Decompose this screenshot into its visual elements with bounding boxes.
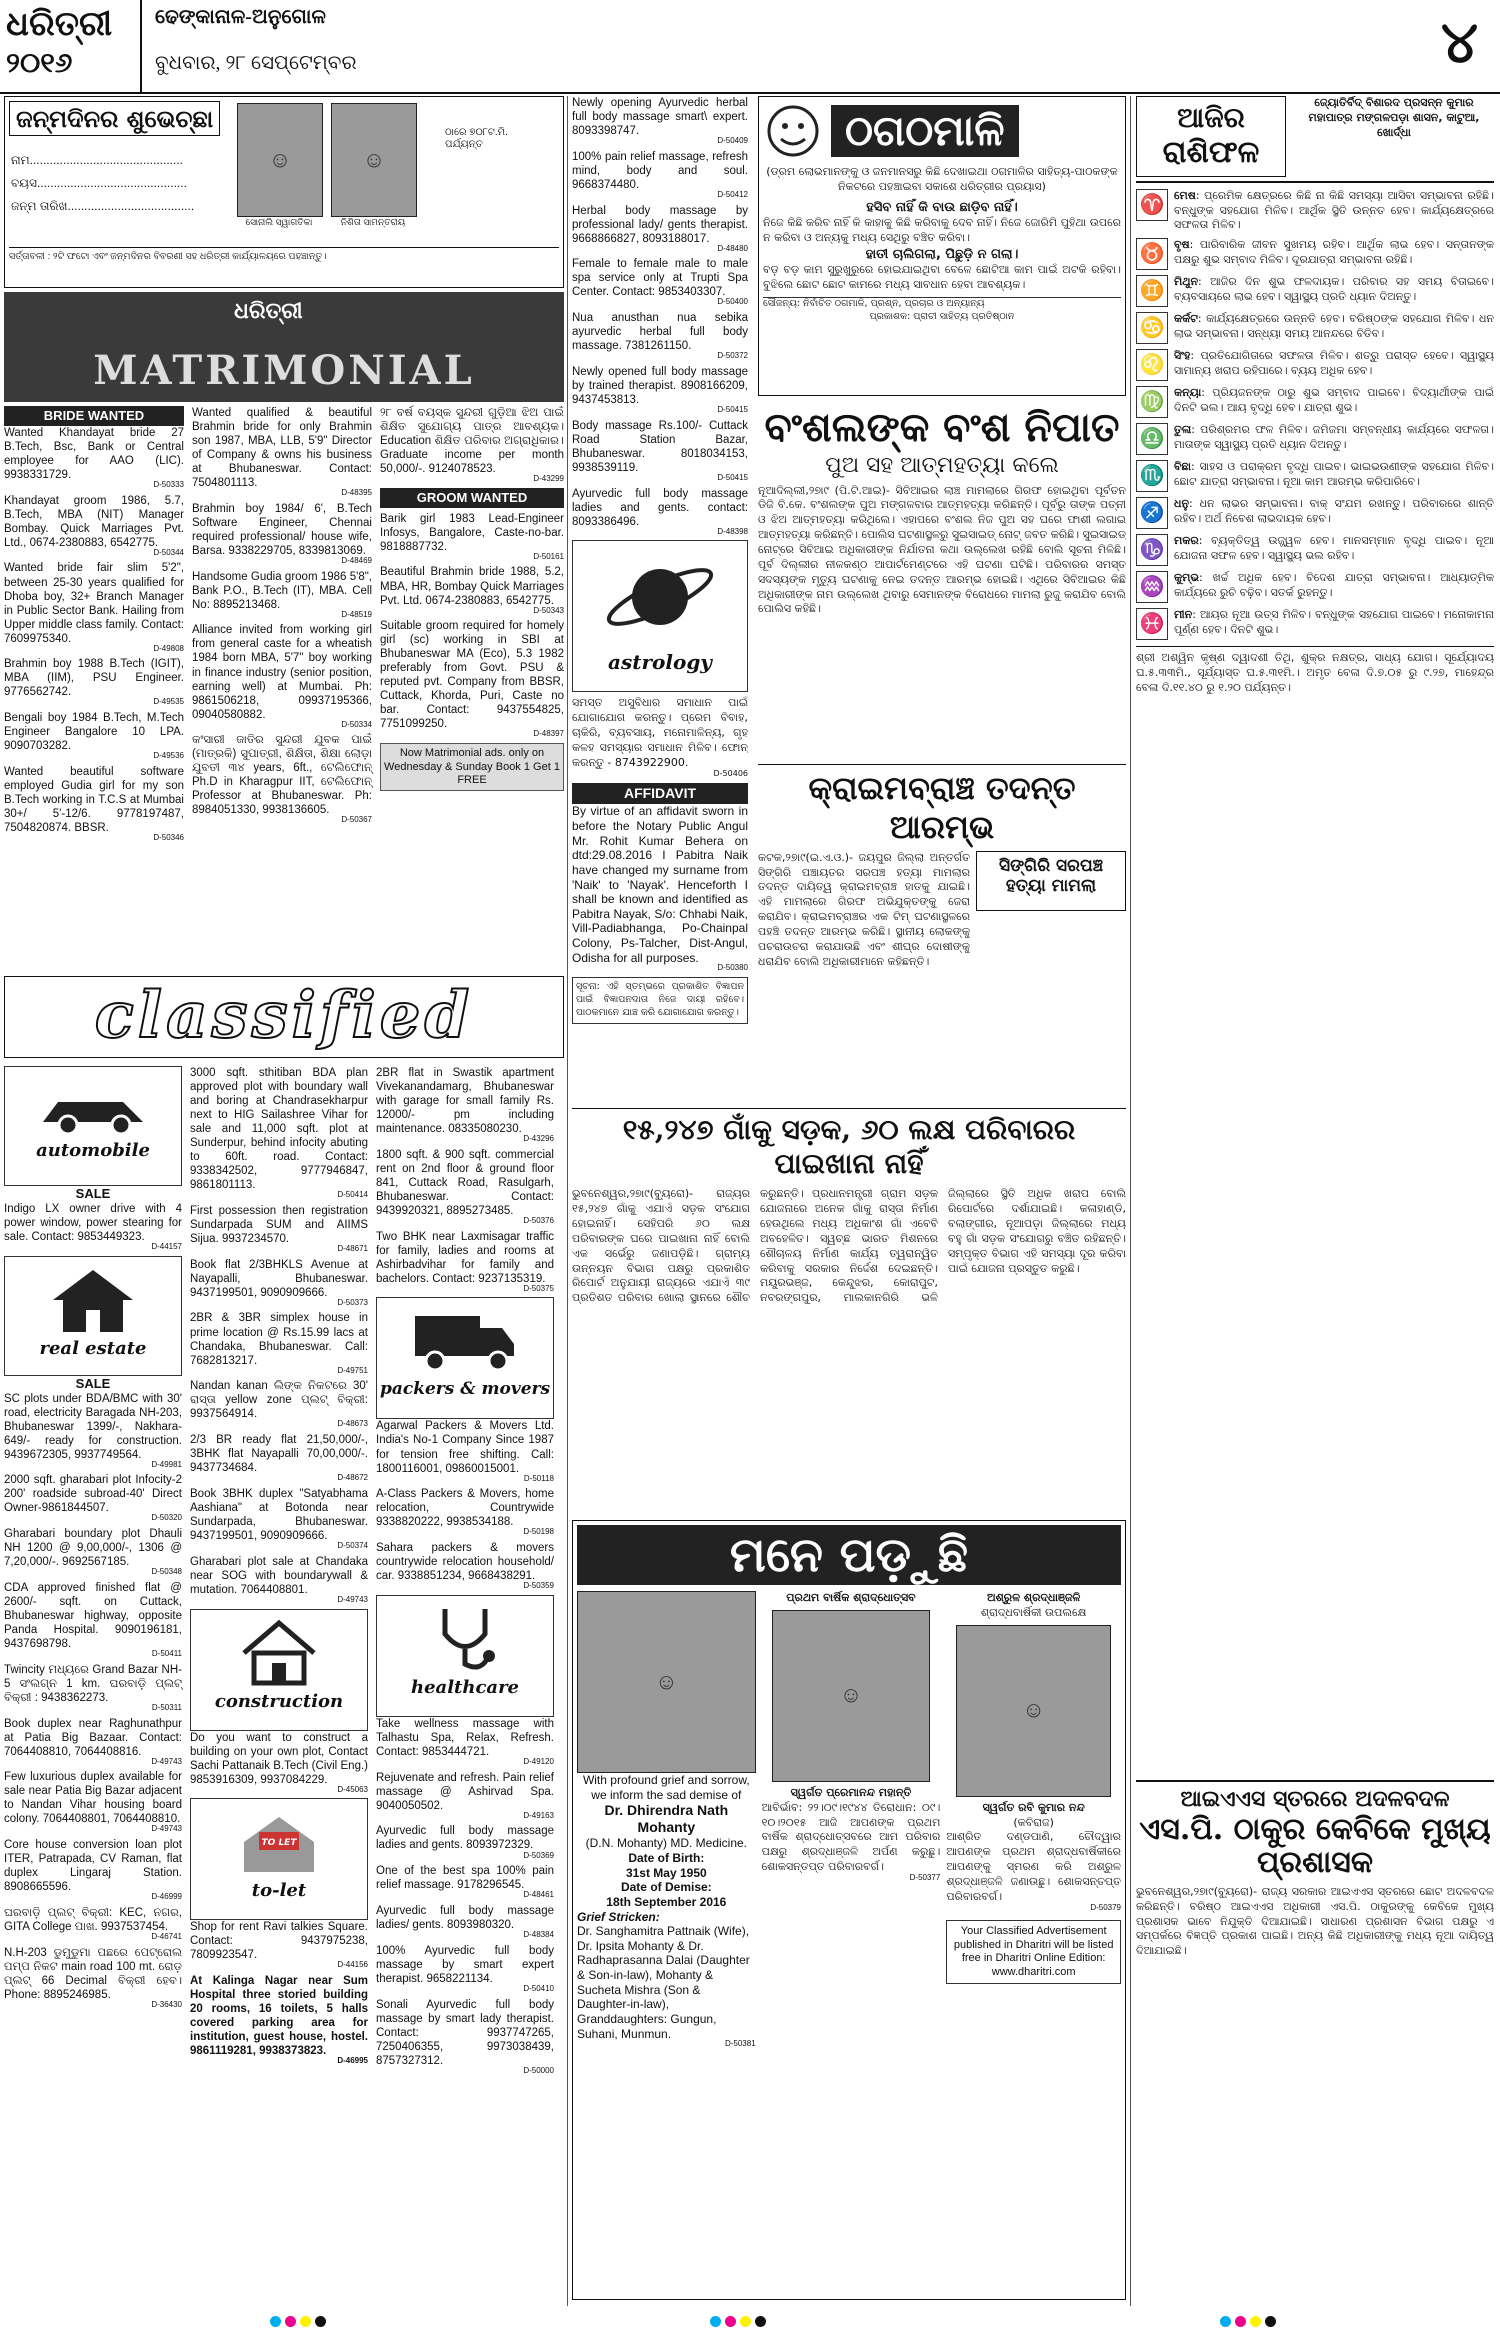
list-item: କଂସାରୀ ଜାତିର ସୁନ୍ଦରୀ ଯୁବକ ପାଇଁ (ମାତ୍ରକି) ସୁପାତ୍ରୀ, ଶିକ୍ଷିତା, ଶିକ୍ଷା ଲୋଡ଼ା ଯୁବତୀ ୩୪ years, 6ft., ଟେଲିଫୋନ୍ Ph.D in Kharagpur IIT, ଟେଲିଫୋନ୍ Professor at Bhubaneswar. Ph: 8984051330, 9938136605. D-50367 [192, 734, 372, 825]
classified-col-2 [190, 1066, 368, 2079]
list-item: 2BR flat in Swastik apartment Vivekanandamarg, Bhubaneswar with garage for small family Rs. 12000/- pm including maintenance. 08335080230. D-43296 [376, 1067, 554, 1144]
astrology-category [572, 540, 748, 692]
healthcare-label: healthcare [411, 1676, 519, 1698]
thagamali-body: ନିଜେ କିଛି କରିବ ନାହିଁ କି କାହାକୁ କିଛି କରିବାକୁ ଦେବ ନାହିଁ। ନିଜେ ଜୋରିମି ପୁହିଥା ଉପରେ ନ କରିବା ଓ ଅନ୍ୟକୁ ମଧ୍ୟ ସେଥିରୁ ବଞ୍ଚିତ କରିବା। [763, 216, 1121, 245]
rashifala-column [1136, 96, 1494, 2046]
birthday-title: ଜନ୍ମଦିନର ଶୁଭେଚ୍ଛା [9, 101, 220, 136]
page-number: ୪ [1440, 8, 1478, 76]
birthday-fields [11, 149, 231, 217]
leo-icon: ♌ [1136, 349, 1168, 381]
astrology-label: astrology [608, 650, 712, 675]
obituary-col-3 [946, 1591, 1121, 2049]
list-item: At Kalinga Nagar near Sum Hospital three storied building 20 rooms, 16 toilets, 5 halls covered parking area for institution, guest house, hostel. 9861119281, 9938373823. D-46995 [190, 1975, 368, 2066]
zodiac-pisces: ♓ ମୀନ: ଆୟର ନୂଆ ଉତ୍ସ ମିଳିବ। ବନ୍ଧୁଙ୍କ ସହଯୋଗ ପାଇବେ। ମନୋକାମନା ପୂର୍ଣ୍ଣ ହେବ। ଦିନଟି ଶୁଭ। [1136, 608, 1494, 640]
bride-wanted-header: BRIDE WANTED [4, 406, 184, 426]
masthead [0, 0, 1500, 94]
pisces-icon: ♓ [1136, 608, 1168, 640]
list-item: Two BHK near Laxmisagar traffic for family, ladies and rooms at Ashirbadvihar for family and bachelors. Contact: 9237135319. D-50375 [376, 1230, 554, 1293]
grief-label: Grief Stricken: [577, 1909, 660, 1924]
classified-banner: classified [4, 976, 564, 1058]
obituary-text-2: ଆବିର୍ଭାବ: ୨୨।୦୯।୧୯୪୪ ତିରୋଧାନ: ୦୯।୧୦।୨୦୧୫ ଆଜି ଆପଣଙ୍କ ପ୍ରଥମ ବାର୍ଷିକ ଶ୍ରାଦ୍ଧୋତ୍ସବରେ ଆମ ପରିବାର ପକ୍ଷରୁ ଶ୍ରଦ୍ଧାଞ୍ଜଳି ଅର୍ପଣ କରୁଛୁ। ଶୋକସନ୍ତପ୍ତ ପରିବାରବର୍ଗ। [761, 1800, 941, 1874]
ias-story [1136, 1780, 1494, 2300]
list-item: Ayurvedic full body massage ladies/ gents. 8093980320. D-48384 [376, 1905, 554, 1940]
story1-headline: ବଂଶଲଙ୍କ ବଂଶ ନିପାତ [764, 404, 1120, 451]
list-item: Nandan kanan ଲିଙ୍କ ନିକଟରେ 30' ରାସ୍ତା yellow zone ପ୍ଲଟ୍ ବିକ୍ରୀ: 9937564914. D-48673 [190, 1380, 368, 1429]
cartoon-face-icon [763, 101, 823, 161]
obituary-name-1: Dr. Dhirendra Nath Mohanty [604, 1802, 729, 1836]
birthday-terms: ସର୍ତ୍ତାବଳୀ : ୨ଟି ଫଟୋ ଏବଂ ଜନ୍ମଦିନର ବିବରଣୀ ସହ ଧରିତ୍ରୀ କାର୍ଯ୍ୟାଳୟରେ ପହଞ୍ଚାନ୍ତୁ। [9, 247, 559, 263]
gemini-icon: ♊ [1136, 275, 1168, 307]
list-item: Gharabari boundary plot Dhauli NH 1200 @ 9,00,000/-, 1306 @ 7,20,000/-. 9692567185. D-50348 [4, 1528, 182, 1577]
matrimonial-col-3 [380, 406, 564, 966]
birthday-note: ଠାରେ ୭୦୮ଟ.ମି. ପର୍ଯ୍ୟନ୍ତ [445, 127, 508, 151]
dod-value: 18th September 2016 [606, 1894, 727, 1909]
list-item: N.H-203 ଡୁମୁଡୁମା ପଛରେ ପେଟ୍ରୋଲ ପମ୍ପ ନିକଟ main road 100 mt. ରୋଡ଼ ପ୍ଲଟ୍ 66 Decimal ବିକ୍ରୀ ହେବ। Phone: 8895246985. D-36430 [4, 1946, 182, 2009]
affidavit-text: By virtue of an affidavit sworn in before the Notary Public Angul Mr. Rohit Kumar Behera on dtd:29.08.2016 I Pabitra Naik have changed my surname from 'Naik' to 'Nayak'. Henceforth I shall be known and identified as Pabitra Nayak, S/o: Chhabi Naik, Vill-Padiabhanga, Po-Chainpal Colony, Ps-Talcher, Dist-Angul, Odisha for all purposes. D-50380 [572, 804, 748, 973]
list-item: Gharabari plot sale at Chandaka near SOG with boundarywall & mutation. 7064408801. D-49743 [190, 1555, 368, 1604]
column-rule [1130, 96, 1131, 2306]
aquarius-icon: ♒ [1136, 571, 1168, 603]
print-registration-bar [0, 2310, 1500, 2334]
thagamali-publisher: ପ୍ରକାଶକ: ପ୍ରାଚୀ ସାହିତ୍ୟ ପ୍ରତିଷ୍ଠାନ [869, 310, 1015, 322]
obituary-photo-3: ☺ [956, 1625, 1111, 1797]
classified-col-3 [376, 1066, 554, 2079]
obituary-code-2: D-50377 [909, 1872, 941, 1882]
list-item: Khandayat groom 1986, 5.7, B.Tech, MBA (NIT) Manager Bombay. Quick Marriages Pvt. Ltd., 0674-2380883, 6542775. D-50344 [4, 494, 184, 557]
list-item: Ayurvedic full body massage ladies and gents. contact: 8093386496. D-48398 [572, 487, 748, 536]
construction-category [190, 1609, 368, 1731]
list-item: 2000 sqft. gharabari plot Infocity-2 200' roadside subroad-40' Direct Owner-9861844507. D-50320 [4, 1474, 182, 1523]
list-item: Alliance invited from working girl from general caste for a wheatish 1984 born MBA, 5'7" boy working in finance industry (senior position, earning well) at Mumbai. Ph: 9861506218, 09937195366, 09040580882. D-50334 [192, 624, 372, 729]
zodiac-gemini: ♊ ମିଥୁନ: ଆଜିର ଦିନ ଶୁଭ ଫଳଦାୟକ। ପରିବାର ସହ ସମୟ ବିତାଇବେ। ବ୍ୟବସାୟରେ ଲାଭ ହେବ। ସ୍ୱାସ୍ଥ୍ୟ ପ୍ରତି ଧ୍ୟାନ ଦିଅନ୍ତୁ। [1136, 275, 1494, 307]
construction-house-icon [239, 1618, 319, 1688]
cancer-icon: ♋ [1136, 312, 1168, 344]
dob-label: Date of Birth: [628, 1851, 705, 1866]
packers-label: packers & movers [379, 1379, 551, 1400]
zodiac-virgo: ♍ କନ୍ୟା: ପ୍ରିୟଜନଙ୍କ ଠାରୁ ଶୁଭ ସମ୍ବାଦ ପାଇବେ। ବିଦ୍ୟାର୍ଥୀଙ୍କ ପାଇଁ ଦିନଟି ଭଲ। ଆୟ ବୃଦ୍ଧି ହେବ। ଯାତ୍ରା ଶୁଭ। [1136, 386, 1494, 418]
list-item: 1800 sqft. & 900 sqft. commercial rent on 2nd floor & ground floor 841, Cuttack Road, Rasulgarh, Bhubaneswar. Contact: 9439920321, 8895273485. D-50376 [376, 1148, 554, 1225]
thagamali-subtitle: (ଡ୍ରମ ଲୋଭମାନଙ୍କୁ ଓ ଜନମାନସରୁ କିଛି ଦେଖାଇଥା ଠଗମାଳିର ସାହିତ୍ୟ-ପାଠକଙ୍କ ନିକଟରେ ପହଞ୍ଚାଇବା ସକାଶେ ଧରିତ୍ରୀର ପ୍ରୟାସ) [766, 165, 1118, 193]
matrimonial-col-2 [192, 406, 372, 966]
libra-icon: ♎ [1136, 423, 1168, 455]
obituary-photo-2: ☺ [772, 1610, 931, 1782]
zodiac-list [1136, 189, 1494, 641]
list-item: ୨୮ ବର୍ଷ ବୟସ୍କ ସୁନ୍ଦରୀ ଗୁଡ଼ିଆ ଝିଅ ପାଇଁ ଶିକ୍ଷିତ ସୁଯୋଗ୍ୟ ପାତ୍ର ଆବଶ୍ୟକ। Education ଶିକ୍ଷିତ ପରିବାର ଅଗ୍ରାଧିକାର। Graduate income per month 50,000/-. 9124078523. D-43299 [380, 407, 564, 484]
list-item: Indigo LX owner drive with 4 power window, power stearing for sale. Contact: 9853449323. D-44157 [4, 1202, 182, 1251]
zodiac-libra: ♎ ତୁଳା: ପରିଶ୍ରମର ଫଳ ମିଳିବ। ଜମିଜମା ସମ୍ବନ୍ଧୀୟ କାର୍ଯ୍ୟରେ ସଫଳତା। ମାତାଙ୍କ ସ୍ୱାସ୍ଥ୍ୟ ପ୍ରତି ଧ୍ୟାନ ଦିଅନ୍ତୁ। [1136, 423, 1494, 455]
obituary-text-3: ଆଶ୍ରିତ ଦଣ୍ଡପାଣି, ଚୌଦ୍ୱାର ଆପଣଙ୍କ ପ୍ରଥମ ଶ୍ରାଦ୍ଧବାର୍ଷିକୀରେ ଆପଣଙ୍କୁ ସ୍ମରଣ କରି ଅଶ୍ରୁଳ ଶ୍ରଦ୍ଧାଞ୍ଜଳି ଜଣାଉଛୁ। ଶୋକସନ୍ତପ୍ତ ପରିବାରବର୍ଗ। [946, 1830, 1121, 1903]
obituary-name-2: ସ୍ୱର୍ଗତ ପ୍ରେମାନନ୍ଦ ମହାନ୍ତି [790, 1785, 912, 1799]
ias-body: ଭୁବନେଶ୍ୱର,୨୭ା୯(ବ୍ୟୁରୋ)- ରାଜ୍ୟ ସରକାର ଆଇଏଏସ ସ୍ତରରେ ଛୋଟ ଅଦଳବଦଳ କରିଛନ୍ତି। ବରିଷ୍ଠ ଆଇଏଏସ ଅଧିକାରୀ ଏସ.ପି. ଠାକୁରଙ୍କୁ କେବିକେ ମୁଖ୍ୟ ପ୍ରଶାସକ ଭାବେ ନିଯୁକ୍ତି ଦିଆଯାଇଛି। ସାଧାରଣ ପ୍ରଶାସନ ବିଭାଗ ପକ୍ଷରୁ ଏ ସମ୍ପର୍କରେ ବିଜ୍ଞପ୍ତି ପ୍ରକାଶ ପାଇଛି। ଅନ୍ୟ କିଛି ଅଧିକାରୀଙ୍କୁ ମଧ୍ୟ ନୂଆ ଦାୟିତ୍ୱ ଦିଆଯାଇଛି। [1136, 1884, 1494, 1958]
list-item: Female to female male to male spa service only at Trupti Spa Center. Contact: 9853403307. D-50400 [572, 258, 748, 307]
child-caption: ସୋନାଲି ସ୍ୱାଗତିକା [245, 217, 313, 227]
thagamali-subhead: ହାତୀ ଚାଲିଗଲା, ପିଛୁଡ଼ି ନ ଗଲା। [865, 246, 1019, 262]
birthday-field-name: ନାମ.............................................. [11, 153, 183, 167]
real-estate-sale-label: SALE [75, 1375, 111, 1391]
list-item: Newly opened full body massage by trained therapist. 8908166209, 9437453813. D-50415 [572, 365, 748, 415]
birthday-box [4, 96, 564, 288]
paper-logo: ଧରିତ୍ରୀ [6, 4, 113, 44]
story3-headline: ୧୫,୨୪୭ ଗାଁକୁ ସଡ଼କ, ୬୦ ଲକ୍ଷ ପରିବାରର ପାଇଖାନା ନାହିଁ [572, 1108, 1126, 1181]
affidavit-header: AFFIDAVIT [572, 783, 748, 804]
edition-name: ଢେଙ୍କାନାଳ-ଅନୁଗୋଳ [155, 6, 326, 28]
rashifala-title-2: ରାଶିଫଳ [1162, 135, 1260, 171]
zodiac-cancer: ♋ କର୍କଟ: କାର୍ଯ୍ୟକ୍ଷେତ୍ରରେ ଉନ୍ନତି ହେବ। ବରିଷ୍ଠଙ୍କ ସହଯୋଗ ମିଳିବ। ଧନ ଲାଭ ସମ୍ଭାବନା। ସନ୍ଧ୍ୟା ସମୟ ଆନନ୍ଦରେ ବିତିବ। [1136, 312, 1494, 344]
list-item: 100% Ayurvedic full body massage by smart expert therapist. 9658221134. D-50410 [376, 1944, 554, 1993]
matrimonial-col-1 [4, 406, 184, 966]
obituary-col-1 [577, 1591, 756, 2049]
automobile-category [4, 1066, 182, 1186]
house-icon [48, 1265, 138, 1335]
virgo-icon: ♍ [1136, 386, 1168, 418]
story2-body: କଟକ,୨୭ା୯(ଇ.ଏ.ଓ.)- ଜୟପୁର ଜିଲ୍ଲା ଅନ୍ତର୍ଗତ ସିଙ୍ଗିରି ପଞ୍ଚାୟତର ସରପଞ୍ଚ ହତ୍ୟା ମାମଲାର ତଦନ୍ତ ଦାୟିତ୍ୱ କ୍ରାଇମବ୍ରାଞ୍ଚ ହାତକୁ ଯାଇଛି। ଏହି ମାମଲାରେ ଗିରଫ ଅଭିଯୁକ୍ତଙ୍କୁ ଜେରା କରାଯିବ। କ୍ରାଇମବ୍ରାଞ୍ଚର ଏକ ଟିମ୍ ଘଟଣାସ୍ଥଳରେ ପହଞ୍ଚି ତଦନ୍ତ ଆରମ୍ଭ କରିଛି। ସ୍ଥାନୀୟ ଲୋକଙ୍କୁ ପଚରାଉଚରା କରାଯାଉଛି ଏବଂ ଶୀଘ୍ର ଦୋଷୀଙ୍କୁ ଧରାଯିବ ବୋଲି ଅଧିକାରୀମାନେ କହିଛନ୍ତି। [758, 850, 970, 968]
birthday-field-age: ବୟସ............................................. [11, 175, 187, 190]
list-item: 2/3 BR ready flat 21,50,000/-, 3BHK flat Nayapalli 70,00,000/-. 9437734684. D-48672 [190, 1434, 368, 1483]
saturn-icon [600, 547, 720, 647]
thagamali-body-2: ବଡ଼ ବଡ଼ କାମ ସୁରୁଖୁରୁରେ ହୋଇଯାଇଥିବା ବେଳେ ଛୋଟିଆ କାମ ପାଇଁ ଅଟକି ରହିବା। ବୁଝିଲେ ଛୋଟ ଛୋଟ କାମରେ ମଧ୍ୟ ସାବଧାନ ହେବା ଆବଶ୍ୟକ। [763, 263, 1121, 292]
real-estate-category [4, 1256, 182, 1376]
issue-date: ବୁଧବାର, ୨୮ ସେପ୍ଟେମ୍ବର [155, 52, 357, 74]
obituary-code-3: D-50379 [1090, 1902, 1121, 1912]
astrologer-byline: ଜ୍ୟୋତିର୍ବିଦ୍ ବିଶାରଦ ପ୍ରସନ୍ନ କୁମାର ମହାପାତ୍ର ମଙ୍ଗଳପଡ଼ା ଶାସନ, କାଟୁଆ, ଖୋର୍ଦ୍ଧା [1308, 96, 1480, 139]
aries-icon: ♈ [1136, 189, 1168, 221]
obituary-title-3: ଅଶ୍ରୁଳ ଶ୍ରଦ୍ଧାଞ୍ଜଳି [986, 1591, 1081, 1604]
almanac: ଶ୍ରୀ ଅଶ୍ୱିନ କୃଷ୍ଣ ଦ୍ୱାଦଶୀ ତିଥି, ଶୁକ୍ର ନକ୍ଷତ୍ର, ସାଧ୍ୟ ଯୋଗ। ସୂର୍ଯ୍ୟୋଦୟ ଘ.୫.୩୩ମି., ସୂର୍ଯ୍ୟାସ୍ତ ଘ.୫.୩୧ମି.। ଅମୃତ ବେଳା ଦି.୭.୦୫ ରୁ ୯.୨୭, ମାହେନ୍ଦ୍ର ବେଳା ଦି.୧୧.୪୦ ରୁ ୧.୨୦ ପର୍ଯ୍ୟନ୍ତ। [1136, 646, 1494, 696]
left-block [4, 96, 564, 2306]
list-item: Agarwal Packers & Movers Ltd. India's No-1 Company Since 1987 for tension free shifting. Call: 1800116001, 09860015001. D-50118 [376, 1420, 554, 1483]
list-item: Barik girl 1983 Lead-Engineer Infosys, Bangalore, Caste-no-bar. 9818887732. D-50161 [380, 512, 564, 561]
capricorn-icon: ♑ [1136, 534, 1168, 566]
list-item: Body massage Rs.100/- Cuttack Road Station Bazar, Bhubaneswar. 8018034153, 9938539119. D-50415 [572, 419, 748, 482]
to-let-label: to-let [251, 1880, 307, 1902]
construction-label: construction [214, 1690, 344, 1712]
list-item: Wanted qualified & beautiful Brahmin bride for only Brahmin son 1987, MBA, LLB, 5'9" Director of Company & owns his business at Bhubaneswar. Contact: 7504801113. D-48395 [192, 407, 372, 498]
list-item: Rejuvenate and refresh. Pain relief massage @ Ashirvad Spa. 9040050502. D-49163 [376, 1771, 554, 1820]
zodiac-leo: ♌ ସିଂହ: ପ୍ରତିଯୋଗିତାରେ ସଫଳତା ମିଳିବ। ଶତ୍ରୁ ପରାସ୍ତ ହେବେ। ସ୍ୱାସ୍ଥ୍ୟ ସାମାନ୍ୟ ଖରାପ ରହିପାରେ। ବ୍ୟୟ ଅଧିକ ହେବ। [1136, 349, 1494, 381]
list-item: Wanted beautiful software employed Gudia girl for my son B.Tech working in T.C.S at Mumbai 30+/ 5'-12/6. 9778197487, 7504820874. BBSR. D-50346 [4, 765, 184, 842]
column-rule [567, 96, 568, 2306]
list-item: Newly opening Ayurvedic herbal full body massage smart\ expert. 8093398747. D-50409 [572, 97, 748, 146]
thagamali-box [758, 96, 1126, 396]
list-item: Shop for rent Ravi talkies Square. Contact: 9437975238, 7809923547. D-44156 [190, 1921, 368, 1970]
sagittarius-icon: ♐ [1136, 497, 1168, 529]
truck-icon [410, 1306, 520, 1376]
list-item: Bengali boy 1984 B.Tech, M.Tech Engineer Bangalore 10 LPA. 9090703282. D-49536 [4, 712, 184, 761]
stethoscope-icon [425, 1604, 505, 1674]
story3 [572, 1108, 1126, 1508]
list-item: ଘରବାଡ଼ି ପ୍ଲଟ୍ ବିକ୍ରୀ: KEC, ନଗର, GITA College ପାଖ. 9937537454. D-46741 [4, 1906, 182, 1942]
packers-category [376, 1297, 554, 1419]
thagamali-headline: ହସିବ ନାହିଁ କି ବାଉ ଛାଡ଼ିବ ନାହିଁ। [866, 199, 1018, 215]
healthcare-category [376, 1595, 554, 1717]
list-item: 2BR & 3BR simplex house in prime location @ Rs.15.99 lacs at Chandaka, Bhubaneswar. Call: 7682813217. D-49751 [190, 1312, 368, 1375]
auto-sale-label: SALE [75, 1186, 111, 1201]
obituary-block [572, 1520, 1126, 2300]
list-item: SC plots under BDA/BMC with 30' road, electricity Baragada NH-203, Bhubaneswar 1399/-, Nakhara- 649/- ready for construction. 9439672305, 9937749564. D-49981 [4, 1392, 182, 1469]
list-item: Core house conversion loan plot ITER, Patrapada, CV Raman, flat duplex Lingaraj Station. 8908665596. D-46999 [4, 1839, 182, 1902]
real-estate-label: real estate [39, 1337, 147, 1359]
obituary-name-1-sub: (D.N. Mohanty) MD. Medicine. [585, 1836, 748, 1851]
list-item: Few luxurious duplex available for sale near Patia Big Bazar adjacent to Nandan Vihar housing board colony. 7064408801, 7064408810. D-49743 [4, 1771, 182, 1834]
matrimonial-logo: ଧରିତ୍ରୀ [234, 298, 303, 324]
thagamali-title: ଠଗଠମାଳି [831, 105, 1019, 156]
svg-text:TO LET: TO LET [261, 1838, 297, 1849]
list-item: Beautiful Brahmin bride 1988, 5.2, MBA, HR, Bombay Quick Marriages Pvt. Ltd. 0674-2380883, 6542775. D-50343 [380, 566, 564, 615]
story3-body: ଭୁବନେଶ୍ୱର,୨୭ା୯(ବ୍ୟୁରୋ)- ରାଜ୍ୟର ୧୫,୨୪୭ ଗାଁକୁ ଏଯାଏଁ ସଡ଼କ ସଂଯୋଗ ହୋଇନାହିଁ। ସେହିପରି ୬୦ ଲକ୍ଷ ପରିବାରଙ୍କ ଘରେ ପାଇଖାନା ନାହିଁ ବୋଲି ଏକ ସର୍ଭେରୁ ଜଣାପଡ଼ିଛି। ଗ୍ରାମ୍ୟ ଉନ୍ନୟନ ବିଭାଗ ପକ୍ଷରୁ ପ୍ରକାଶିତ ରିପୋର୍ଟ ଅନୁଯାୟୀ ରାଜ୍ୟରେ ଏଯାଏଁ ୩୯ ପ୍ରତିଶତ ପରିବାର ଖୋଲା ସ୍ଥାନରେ ଶୌଚ କରୁଛନ୍ତି। ପ୍ରଧାନମନ୍ତ୍ରୀ ଗ୍ରାମ ସଡ଼କ ଯୋଜନାରେ ଅନେକ ଗାଁକୁ ରାସ୍ତା ନିର୍ମାଣ ହେଉଥିଲେ ମଧ୍ୟ ଅଧିକାଂଶ ଗାଁ ଏବେବି ଅବହେଳିତ। ସ୍ୱଚ୍ଛ ଭାରତ ମିଶନରେ ଶୌଚାଳୟ ନିର୍ମାଣ କାର୍ଯ୍ୟ ତ୍ୱରାନ୍ୱିତ କରିବାକୁ ସରକାର ନିର୍ଦ୍ଦେଶ ଦେଇଛନ୍ତି। ମୟୂରଭଞ୍ଜ, କେନ୍ଦୁଝର, କୋରାପୁଟ, ନବରଙ୍ଗପୁର, ମାଲକାନଗିରି ଭଳି ଜିଲ୍ଲାରେ ସ୍ଥିତି ଅଧିକ ଖରାପ ବୋଲି ରିପୋର୍ଟରେ ଦର୍ଶାଯାଇଛି। କଳାହାଣ୍ଡି, ବଲାଙ୍ଗୀର, ନୂଆପଡ଼ା ଜିଲ୍ଲାରେ ମଧ୍ୟ ବହୁ ଗାଁ ସଡ଼କ ସଂଯୋଗରୁ ବଞ୍ଚିତ ରହିଛନ୍ତି। ସମ୍ପୃକ୍ତ ବିଭାଗ ଏହି ସମସ୍ୟା ଦୂର କରିବା ପାଇଁ ଯୋଜନା ପ୍ରସ୍ତୁତ କରୁଛି। [572, 1187, 1126, 1305]
rashifala-title-1: ଆଜିର [1177, 101, 1245, 134]
rashifala-title-box [1136, 96, 1286, 177]
list-item: 100% pain relief massage, refresh mind, body and soul. 9668374480. D-50412 [572, 150, 748, 199]
automobile-label: automobile [36, 1140, 150, 1162]
zodiac-aquarius: ♒ କୁମ୍ଭ: ଖର୍ଚ୍ଚ ଅଧିକ ହେବ। ବିଦେଶ ଯାତ୍ରା ସମ୍ଭାବନା। ଆଧ୍ୟାତ୍ମିକ କାର୍ଯ୍ୟରେ ରୁଚି ବଢ଼ିବ। ସତର୍କ ରୁହନ୍ତୁ। [1136, 571, 1494, 603]
center-news [758, 96, 1126, 1106]
obituary-name-3: ସ୍ୱର୍ଗତ ରବି କୁମାର ନନ୍ଦ [982, 1800, 1085, 1814]
obituary-subtitle-3: ଶ୍ରାଦ୍ଧବାର୍ଷିକୀ ଉପଲକ୍ଷେ [980, 1605, 1087, 1619]
list-item: 3000 sqft. sthitiban BDA plan approved plot with boundary wall and boring at Chandrasekharpur next to HIG Sailashree Vihar for sale and 11,000 sqft. plot at Sunderpur, behind infocity abuting to 60ft. road. Contact: 9338342502, 9777946847, 9861801113. D-50414 [190, 1067, 368, 1200]
online-edition-note: Your Classified Advertisement published in Dharitri will be listed free in Dharitri Online Edition: www.dharitri.com [946, 1920, 1121, 1984]
taurus-icon: ♉ [1136, 238, 1168, 270]
list-item: First possession then registration Sundarpada SUM and AIIMS Sijua. 9937234570. D-48671 [190, 1204, 368, 1253]
matrimonial-title: MATRIMONIAL [93, 347, 475, 395]
to-let-sign-icon [234, 1807, 324, 1877]
obituary-intro: With profound grief and sorrow, we inform the sad demise of [582, 1773, 750, 1802]
matrimonial-ads [4, 406, 564, 966]
story2-inset: ସିଙ୍ଗିରି ସରପଞ୍ଚ ହତ୍ୟା ମାମଲା [976, 851, 1126, 911]
zodiac-scorpio: ♏ ବିଛା: ସାହସ ଓ ପରାକ୍ରମ ବୃଦ୍ଧି ପାଇବ। ଭାଇଭଉଣୀଙ୍କ ସହଯୋଗ ମିଳିବ। ଛୋଟ ଯାତ୍ରା ସମ୍ଭାବନା। ନୂଆ କାମ ଆରମ୍ଭ କରିପାରିବେ। [1136, 460, 1494, 492]
dob-value: 31st May 1950 [625, 1865, 707, 1880]
obituary-banner: ମନେ ପଡ଼ୁଛି [577, 1525, 1121, 1585]
list-item: Herbal body massage by professional lady/ gents therapist. 9668866827, 8093188017. D-48480 [572, 204, 748, 253]
child-photo: ☺ [237, 103, 323, 217]
list-item: Handsome Gudia groom 1986 5'8", Bank P.O., B.Tech (IT), MBA. Cell No: 8895213468. D-48519 [192, 570, 372, 619]
list-item: Sonali Ayurvedic full body massage by smart lady therapist. Contact: 9937747265, 7250406355, 9973038439, 8757327312. D-50000 [376, 1998, 554, 2075]
list-item: Brahmin boy 1988 B.Tech (IGIT), MBA (IIM), PSU Engineer. 9776562742. D-49535 [4, 658, 184, 707]
classified-ads [4, 1066, 564, 2079]
list-item: Suitable groom required for homely girl (sc) working in SBI at Bhubaneswar MA (Eco), 5.3 1982 preferably from Govt. PSU & reputed pvt. Company from BBSR, Cuttack, Khorda, Puri, Caste no bar. Contact: 9437554825, 7751099250. D-48397 [380, 620, 564, 739]
ias-headline: ଏସ.ପି. ଠାକୁର କେବିକେ ମୁଖ୍ୟ ପ୍ରଶାସକ [1139, 1811, 1491, 1880]
list-item: Wanted bride fair slim 5'2", between 25-30 years qualified for Dhoba boy, 32+ Branch Manager in Public Sector Bank. Hailing from Upper middle class family. Contact: 7609975340. D-49808 [4, 562, 184, 653]
zodiac-capricorn: ♑ ମକର: ବ୍ୟକ୍ତିତ୍ୱ ଉଜ୍ଜ୍ୱଳ ହେବ। ମାନସମ୍ମାନ ବୃଦ୍ଧି ପାଇବ। ନୂଆ ଯୋଜନା ସଫଳ ହେବ। ସ୍ୱାସ୍ଥ୍ୟ ଭଲ ରହିବ। [1136, 534, 1494, 566]
masthead-year: ୨୦୧୬ [6, 46, 73, 79]
disclaimer-notice: ସୂଚନା: ଏହି ସ୍ତମ୍ଭରେ ପ୍ରକାଶିତ ବିଜ୍ଞାପନ ପାଇଁ ବିଜ୍ଞାପନଦାତା ନିଜେ ଦାୟୀ ରହିବେ। ପାଠକମାନେ ଯାଞ୍ଚ କରି ଯୋଗାଯୋଗ କରନ୍ତୁ। [572, 977, 748, 1023]
list-item: Take wellness massage with Talhastu Spa, Relax, Refresh. Contact: 9853444721. D-49120 [376, 1717, 554, 1766]
dod-label: Date of Demise: [620, 1880, 712, 1895]
list-item: Twincity ମଧ୍ୟରେ Grand Bazar NH-5 ସଂଲଗ୍ନ 1 km. ଘରବାଡ଼ି ପ୍ଲଟ୍ ବିକ୍ରୀ : 9438362273. D-50311 [4, 1663, 182, 1712]
to-let-category [190, 1798, 368, 1920]
story1-body: ନୂଆଦିଲ୍ଲୀ,୨୭ା୯ (ପି.ଟି.ଆଇ)- ସିବିଆଇର ଲାଞ୍ଚ ମାମଲାରେ ଗିରଫ ହୋଇଥିବା ପୂର୍ବତନ ଡିଜି ବି.କେ. ବଂଶଲଙ୍କ ପୁଅ ମଙ୍ଗଳବାର ଆତ୍ମହତ୍ୟା କରିଛନ୍ତି। ପୂର୍ବରୁ ତାଙ୍କ ପତ୍ନୀ ଓ ଝିଅ ଆତ୍ମହତ୍ୟା କରିଥିଲେ। ଏହାପରେ ବଂଶଲ ନିଜ ପୁଅ ସହ ଘରେ ଫାଶୀ ଲଗାଇ ଆତ୍ମହତ୍ୟା କରିଛନ୍ତି। ପୋଲିସ ଘଟଣାସ୍ଥଳରୁ ସୁଇସାଇଡ୍ ନୋଟ୍ ଜବତ କରିଛି। ସୁଇସାଇଡ୍ ନୋଟ୍‌ରେ ସିବିଆଇ ଅଧିକାରୀଙ୍କ ନିର୍ଯାତନା କଥା ଉଲ୍ଲେଖ ରହିଛି ବୋଲି ସୂଚନା ମିଳିଛି। ପୂର୍ବ ଦିଲ୍ଲୀର ନୀଳକଣ୍ଠ ଆପାର୍ଟମେଣ୍ଟରେ ଏହି ଘଟଣା ଘଟିଛି। ପରିବାରର ସମସ୍ତ ସଦସ୍ୟଙ୍କ ମୃତ୍ୟୁ ଘଟଣାକୁ ନେଇ ତଦନ୍ତ ଆରମ୍ଭ ହୋଇଛି। ଏଥିରେ ସିବିଆଇର କିଛି ଅଧିକାରୀଙ୍କ ନାମ ଉଲ୍ଲେଖ ଥିବାରୁ ସେମାନଙ୍କ ବିରୋଧରେ ମାମଲା ରୁଜୁ କରାଯିବ ବୋଲି ପୋଲିସ କହିଛି। [758, 483, 1126, 616]
list-item: Sahara packers & movers countrywide relocation household/ car. 9338851234, 9668438291. D-50359 [376, 1542, 554, 1591]
zodiac-sagittarius: ♐ ଧନୁ: ଧନ ଲାଭର ସମ୍ଭାବନା। ବାକ୍ ସଂଯମ ରଖନ୍ତୁ। ପରିବାରରେ ଶାନ୍ତି ରହିବ। ଅର୍ଥ ନିବେଶ ଲାଭଦାୟକ ହେବ। [1136, 497, 1494, 529]
list-item: One of the best spa 100% pain relief massage. 9178296545. D-48461 [376, 1865, 554, 1900]
scorpio-icon: ♏ [1136, 460, 1168, 492]
matrimonial-promo: Now Matrimonial ads. only on Wednesday & Sunday Book 1 Get 1 FREE [380, 743, 564, 791]
zodiac-taurus: ♉ ବୃଷ: ପାରିବାରିକ ଜୀବନ ସୁଖମୟ ରହିବ। ଆର୍ଥିକ ଲାଭ ହେବ। ସନ୍ତାନଙ୍କ ପକ୍ଷରୁ ଶୁଭ ସମ୍ବାଦ ମିଳିବ। ଦୂରଯାତ୍ରା ସମ୍ଭାବନା ରହିଛି। [1136, 238, 1494, 270]
birthday-field-dob: ଜନ୍ମ ତାରିଖ...................................... [11, 198, 195, 213]
woman-caption: ନିଶିତା ସାମନ୍ତରାୟ [340, 217, 406, 227]
list-item: Wanted Khandayat bride 27 B.Tech, Bsc, Bank or Central employee for AAO (LIC). 9938331729. D-50333 [4, 426, 184, 489]
groom-wanted-header: GROOM WANTED [380, 488, 564, 508]
classified-col-1 [4, 1066, 182, 2079]
obituary-role-3: (କବିରାଜ) [1013, 1815, 1054, 1829]
obituary-title-2: ପ୍ରଥମ ବାର୍ଷିକ ଶ୍ରାଦ୍ଧୋତ୍ସବ [786, 1591, 916, 1604]
obituary-col-2 [762, 1591, 941, 2049]
matrimonial-banner [4, 292, 564, 402]
ias-kicker: ଆଇଏଏସ ସ୍ତରରେ ଅଦଳବଦଳ [1136, 1780, 1494, 1813]
car-icon [33, 1077, 153, 1137]
list-item: Ayurvedic full body massage ladies and gents. 8093972329. D-50369 [376, 1825, 554, 1860]
masthead-divider [140, 0, 142, 92]
story1-subhead: ପୁଅ ସହ ଆତ୍ମହତ୍ୟା କଲେ [825, 452, 1059, 478]
obituary-code-1: D-50381 [724, 2039, 756, 2049]
woman-photo: ☺ [331, 103, 417, 217]
list-item: CDA approved finished flat @ 2600/- sqft. on Cuttack, Bhubaneswar highway, opposite Panda Hospital. 9090196181, 9437698798. D-50411 [4, 1581, 182, 1659]
list-item: Book flat 2/3BHKLS Avenue at Nayapalli, Bhubaneswar. 9437199501, 9090909666. D-50373 [190, 1258, 368, 1307]
list-item: A-Class Packers & Movers, home relocation, Countrywide 9338820222, 9938534188. D-50198 [376, 1488, 554, 1537]
grief-text: Dr. Sanghamitra Pattnaik (Wife), Dr. Ipsita Mohanty & Dr. Radhaprasanna Dalai (Daughter & Son-in-law), Mohanty & Sucheta Mishra (Son & Daughter-in-law), Granddaughters: Gungun, Suhani, Munmun. [577, 1924, 750, 2041]
obituary-photo-1: ☺ [577, 1591, 756, 1773]
zodiac-aries: ♈ ମେଷ: ପ୍ରେମିକ କ୍ଷେତ୍ରରେ କିଛି ନା କିଛି ସମସ୍ୟା ଆସିବା ସମ୍ଭାବନା ରହିଛି। ବନ୍ଧୁଙ୍କ ସହଯୋଗ ମିଳିବ। ଆର୍ଥିକ ସ୍ଥିତି ଉନ୍ନତ ହେବ। କାର୍ଯ୍ୟକ୍ଷେତ୍ରରେ ସଫଳତା ମିଳିବ। [1136, 189, 1494, 234]
list-item: Do you want to construct a building on your own plot, Contact Sachi Pattanaik B.Tech (Civil Eng.) 9853916309, 9937084229. D-45063 [190, 1731, 368, 1794]
list-item: Book 3BHK duplex "Satyabhama Aashiana" at Botonda near Sundarpada, Bhubaneswar. 9437199501, 9090909666. D-50374 [190, 1487, 368, 1550]
thagamali-credit: ସୌଜନ୍ୟ: ନିର୍ବାଚିତ ଠଗମାଳି, ପ୍ରଶ୍ନ, ପ୍ରଚାର ଓ ଅନ୍ୟାନ୍ୟ [763, 297, 1121, 311]
list-item: Nua anusthan nua sebika ayurvedic herbal full body massage. 7381261150. D-50372 [572, 312, 748, 361]
story2-headline: କ୍ରାଇମବ୍ରାଞ୍ଚ ତଦନ୍ତ ଆରମ୍ଭ [758, 764, 1126, 847]
list-item: Book duplex near Raghunathpur at Patia Big Bazaar. Contact: 7064408810, 7064408816. D-49743 [4, 1717, 182, 1766]
astrology-ad: ସମସ୍ତ ଅସୁବିଧାର ସମାଧାନ ପାଇଁ ଯୋଗାଯୋଗ କରନ୍ତୁ। ପ୍ରେମ ବିବାହ, ଚାକିରି, ବ୍ୟବସାୟ, ମନୋମାଳିନ୍ୟ, ଗୃହ କଳହ ସମସ୍ୟାର ସମାଧାନ ମିଳିବ। ଫୋନ୍ କରନ୍ତୁ - 8743922900. D-50406 [572, 696, 748, 778]
massage-column [572, 96, 748, 1086]
list-item: Brahmin boy 1984/ 6', B.Tech Software Engineer, Chennai required professional/ house wife, Barsa. 9338229705, 8339813069. D-48469 [192, 502, 372, 565]
